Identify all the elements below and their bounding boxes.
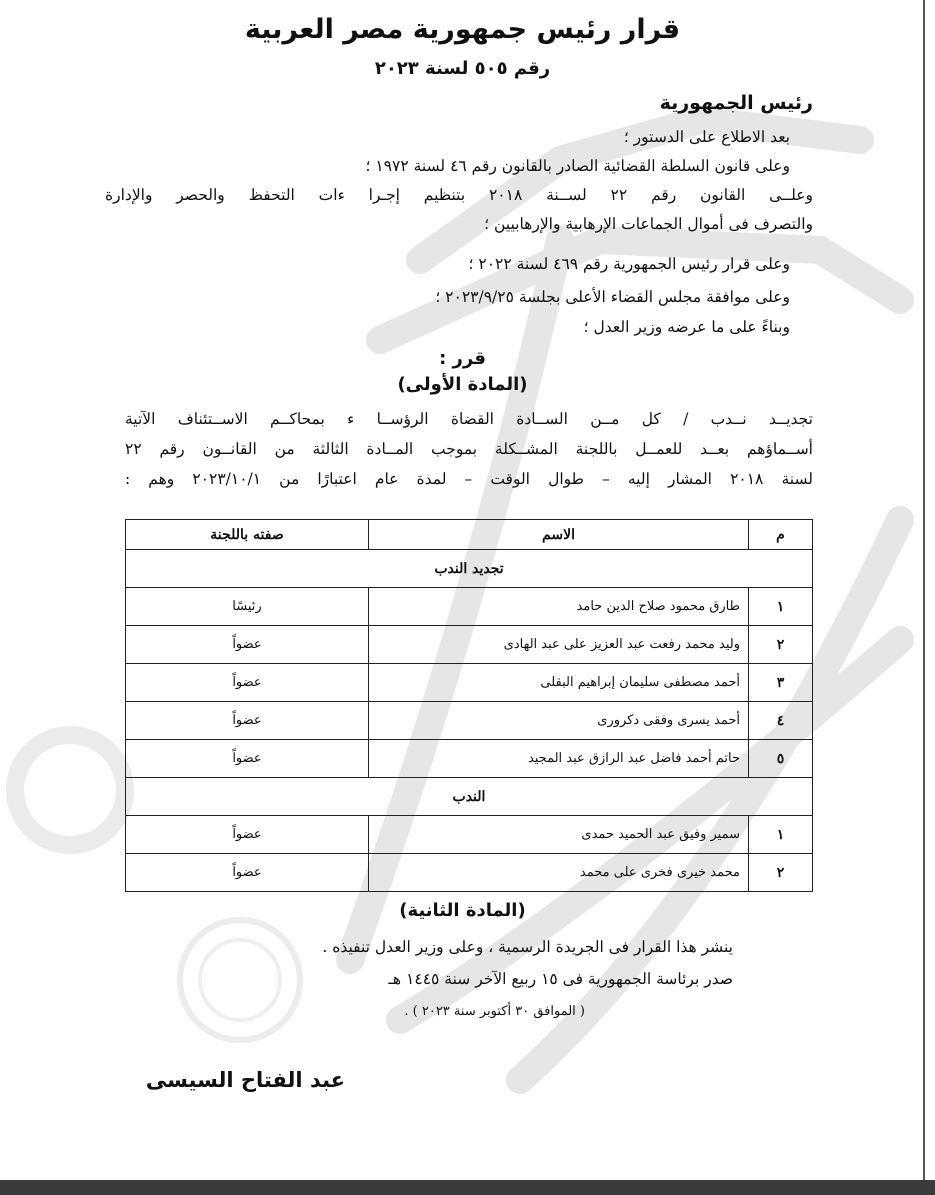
president-signature: عبد الفتاح السيسى bbox=[145, 1068, 345, 1092]
section-title: تجديد الندب bbox=[126, 550, 813, 588]
committee-table bbox=[125, 519, 813, 892]
row-name: طارق محمود صلاح الدين حامد bbox=[369, 588, 749, 626]
row-name: أحمد مصطفى سليمان إبراهيم البقلى bbox=[369, 664, 749, 702]
row-num: ٢ bbox=[749, 854, 813, 892]
article-two-line: ( الموافق ٣٠ أكتوبر سنة ٢٠٢٣ ) . bbox=[404, 1004, 585, 1019]
table-row bbox=[126, 854, 813, 892]
section-title: الندب bbox=[126, 778, 813, 816]
row-name: وليد محمد رفعت عبد العزيز على عبد الهادى bbox=[369, 626, 749, 664]
row-num: ١ bbox=[749, 588, 813, 626]
preamble-line: بعد الاطلاع على الدستور ؛ bbox=[623, 128, 790, 146]
article-one-line: تجديــد نــدب / كل مــن الســادة القضاة الرؤســا ء بمحاكــم الاســتئناف الآتية bbox=[125, 410, 813, 428]
row-num: ١ bbox=[749, 816, 813, 854]
table-header-row bbox=[126, 520, 813, 550]
table-row bbox=[126, 626, 813, 664]
row-name: محمد خيرى فخرى على محمد bbox=[369, 854, 749, 892]
row-name: سمير وفيق عبد الحميد حمدى bbox=[369, 816, 749, 854]
row-role: عضواً bbox=[126, 854, 369, 892]
row-name: أحمد يسرى وفقى دكرورى bbox=[369, 702, 749, 740]
preamble-line: وعلى موافقة مجلس القضاء الأعلى بجلسة ٢٠٢٣/٩/٢٥ ؛ bbox=[435, 288, 790, 306]
article-one-heading: (المادة الأولى) bbox=[397, 374, 528, 395]
row-num: ٥ bbox=[749, 740, 813, 778]
header-name: الاسم bbox=[369, 520, 749, 550]
row-role: عضواً bbox=[126, 664, 369, 702]
row-role: عضواً bbox=[126, 740, 369, 778]
section-row bbox=[126, 778, 813, 816]
row-num: ٣ bbox=[749, 664, 813, 702]
table-row bbox=[126, 740, 813, 778]
preamble-line: وبناءً على ما عرضه وزير العدل ؛ bbox=[583, 318, 790, 336]
decree-number: رقم ٥٠٥ لسنة ٢٠٢٣ bbox=[374, 58, 551, 79]
section-row bbox=[126, 550, 813, 588]
row-role: رئيسًا bbox=[126, 588, 369, 626]
table-row bbox=[126, 664, 813, 702]
article-two-line: ينشر هذا القرار فى الجريدة الرسمية ، وعلى وزير العدل تنفيذه . bbox=[322, 938, 733, 956]
article-two-line: صدر برئاسة الجمهورية فى ١٥ ربيع الآخر سنة ١٤٤٥ هـ bbox=[388, 970, 733, 988]
row-num: ٤ bbox=[749, 702, 813, 740]
table-row bbox=[126, 816, 813, 854]
row-role: عضواً bbox=[126, 816, 369, 854]
preamble-line: وعلى قانون السلطة القضائية الصادر بالقانون رقم ٤٦ لسنة ١٩٧٢ ؛ bbox=[365, 157, 790, 175]
preamble-line: وعلــى القانون رقم ٢٢ لســنة ٢٠١٨ بتنظيم إجـرا ءات التحفظ والحصر والإدارة bbox=[105, 186, 814, 204]
row-num: ٢ bbox=[749, 626, 813, 664]
preamble-line: وعلى قرار رئيس الجمهورية رقم ٤٦٩ لسنة ٢٠٢٢ ؛ bbox=[468, 255, 790, 273]
table-row bbox=[126, 588, 813, 626]
decree-title: قرار رئيس جمهورية مصر العربية bbox=[244, 14, 681, 45]
article-two-heading: (المادة الثانية) bbox=[399, 900, 526, 921]
viewer-bottom-bar bbox=[0, 1180, 935, 1195]
preamble-line: والتصرف فى أموال الجماعات الإرهابية والإرهابيين ؛ bbox=[484, 215, 813, 233]
article-one-line: أســماؤهم بعــد للعمــل باللجنة المشــكلة بموجب المــادة الثالثة من القانــون رقم ٢٢ bbox=[125, 440, 813, 458]
row-role: عضواً bbox=[126, 702, 369, 740]
article-one-line: لسنة ٢٠١٨ المشار إليه – طوال الوقت – لمدة عام اعتبارًا من ٢٠٢٣/١٠/١ وهم : bbox=[125, 470, 814, 488]
header-role: صفته باللجنة bbox=[126, 520, 369, 550]
header-num: م bbox=[749, 520, 813, 550]
table-row bbox=[126, 702, 813, 740]
row-name: حاتم أحمد فاضل عبد الرازق عبد المجيد bbox=[369, 740, 749, 778]
row-role: عضواً bbox=[126, 626, 369, 664]
decision-label: قرر : bbox=[439, 348, 486, 369]
preamble-heading: رئيس الجمهورية bbox=[659, 92, 813, 114]
